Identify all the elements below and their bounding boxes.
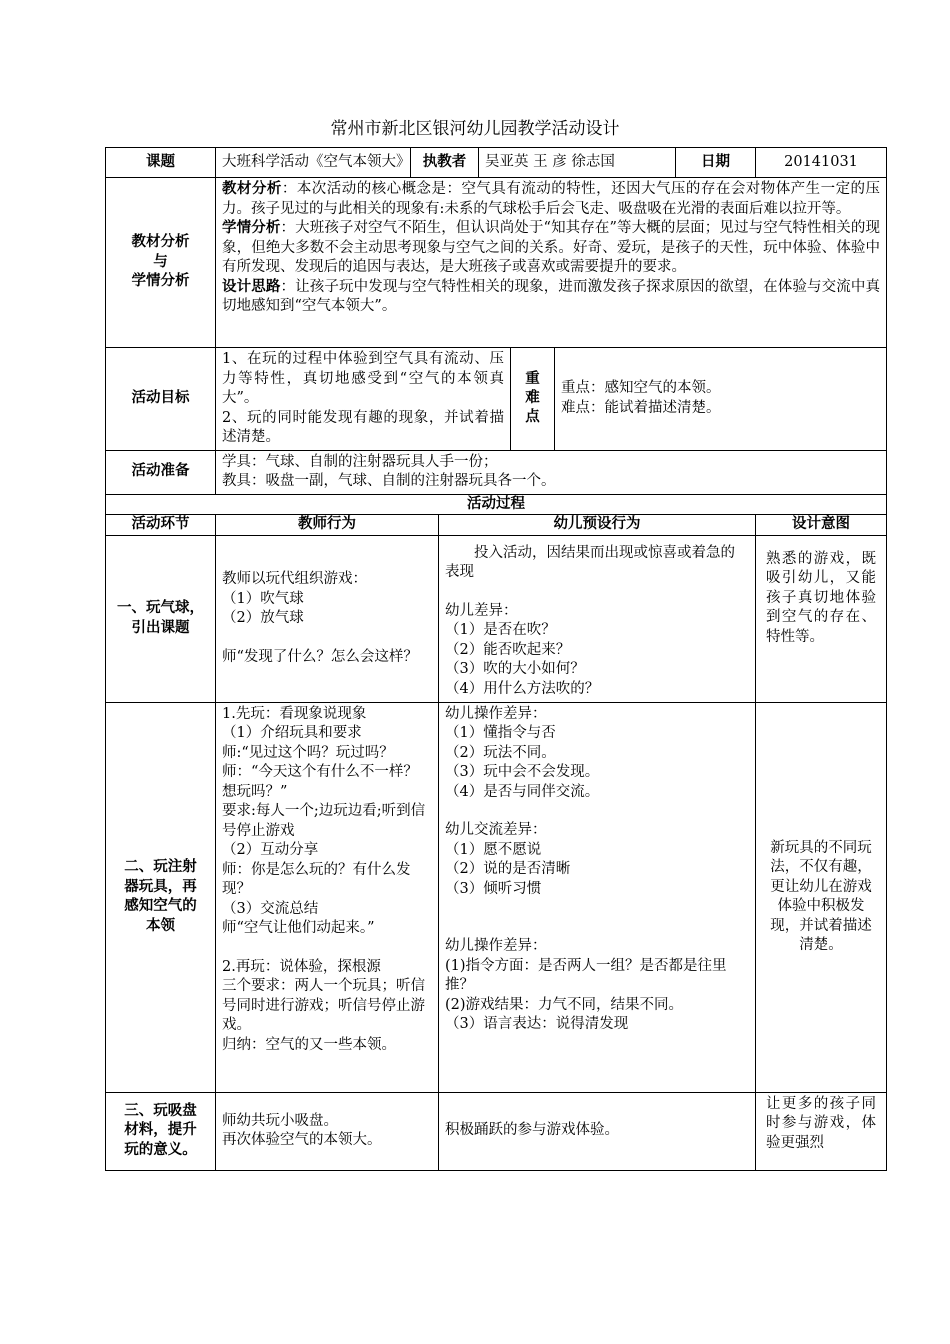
stage-1-teacher bbox=[216, 535, 439, 702]
stage-3-child-line: 积极踊跃的参与游戏体验。 bbox=[445, 1122, 619, 1139]
goal-2: 2、玩的同时能发现有趣的现象，并试着描述清楚。 bbox=[222, 409, 504, 445]
key-label-2: 难 bbox=[525, 390, 540, 407]
date-value: 20141031 bbox=[756, 148, 887, 178]
analysis-content bbox=[216, 178, 887, 348]
stage-1-child-line: （1）是否在吹？ bbox=[445, 622, 556, 638]
process-title: 活动过程 bbox=[106, 494, 887, 515]
stage-1-teacher-line: （1）吹气球 bbox=[222, 590, 304, 607]
stage-1-child bbox=[439, 535, 756, 702]
key-difficult-label bbox=[511, 348, 555, 451]
stage-3-name-line2: 材料，提升 bbox=[124, 1122, 197, 1139]
stage-3-name bbox=[106, 1092, 216, 1170]
stage-3-intent: 让更多的孩子同时参与游戏，体验更强烈 bbox=[756, 1092, 887, 1170]
stage-2-child-line: （3）语言表达：说得清发现 bbox=[445, 1016, 629, 1032]
stage-2-child-line: （4）是否与同伴交流。 bbox=[445, 783, 600, 800]
analysis-label-line3: 学情分析 bbox=[131, 273, 190, 290]
stage-1-row bbox=[106, 535, 887, 702]
stage-1-child-spacer bbox=[445, 583, 749, 602]
prep-line-1: 学具：气球、自制的注射器玩具人手一份； bbox=[222, 453, 498, 470]
stage-2-child-line: （2）说的是否清晰 bbox=[445, 861, 571, 877]
stage-2-child-line: （3）倾听习惯 bbox=[445, 880, 542, 897]
stage-2-teacher-line: 归纳：空气的又一些本领。 bbox=[222, 1036, 396, 1053]
learner-analysis-title: 学情分析 bbox=[222, 220, 281, 236]
date-label: 日期 bbox=[676, 148, 756, 178]
analysis-label-line1: 教材分析 bbox=[131, 234, 190, 251]
stage-2-teacher-line: 要求:每人一个;边玩边看;听到信号停止游戏 bbox=[222, 803, 426, 839]
col-teacher: 教师行为 bbox=[216, 515, 439, 536]
stage-1-child-line: （4）用什么方法吹的？ bbox=[445, 680, 600, 697]
stage-3-name-line1: 三、玩吸盘 bbox=[124, 1102, 197, 1119]
stage-1-name-line2: 引出课题 bbox=[131, 619, 190, 636]
stage-2-teacher-line: （1）介绍玩具和要求 bbox=[222, 725, 362, 741]
stage-2-teacher-line bbox=[222, 939, 432, 958]
lesson-plan-table bbox=[105, 147, 887, 1171]
document-title: 常州市新北区银河幼儿园教学活动设计 bbox=[330, 119, 620, 139]
key-difficult-content bbox=[555, 348, 887, 451]
stage-2-teacher-line: 三个要求：两人一个玩具；听信号同时进行游戏；听信号停止游戏。 bbox=[222, 978, 425, 1033]
stage-2-child-line: （2）玩法不同。 bbox=[445, 744, 556, 761]
stage-1-teacher-line: 师“发现了什么？怎么会这样？ bbox=[222, 648, 418, 665]
stage-1-name-line1: 一、玩气球， bbox=[117, 600, 204, 616]
stage-2-name-line1: 二、玩注射 bbox=[124, 859, 197, 875]
stage-1-child-intro: 投入活动，因结果而出现或惊喜或着急的表现 bbox=[445, 544, 735, 580]
learner-analysis bbox=[222, 219, 880, 278]
material-analysis-text: ：本次活动的核心概念是：空气具有流动的特性，还因大气压的存在会对物体产生一定的压力。孩子见过的与此相关的现象有:未系的气球松手后会飞走、吸盘吸在光滑的表面后难以拉开等。 bbox=[222, 181, 881, 217]
key-label-3: 点 bbox=[525, 409, 540, 426]
stage-1-teacher-line bbox=[222, 629, 432, 648]
stage-2-child bbox=[439, 702, 756, 1092]
stage-3-teacher-line: 再次体验空气的本领大。 bbox=[222, 1132, 382, 1148]
col-child: 幼儿预设行为 bbox=[439, 515, 756, 536]
topic-label: 课题 bbox=[106, 148, 216, 178]
analysis-label bbox=[106, 178, 216, 348]
design-idea-text: ：让孩子玩中发现与空气特性相关的现象，进而激发孩子探求原因的欲望，在体验与交流中真切地感知到“空气本领大”。 bbox=[222, 278, 880, 314]
stage-3-teacher-line: 师幼共玩小吸盘。 bbox=[222, 1112, 338, 1129]
prep-label: 活动准备 bbox=[106, 450, 216, 494]
stage-2-teacher-line: 1.先玩：看现象说现象 bbox=[222, 705, 367, 722]
stage-2-child-line: （1）愿不愿说 bbox=[445, 841, 542, 858]
goals-content bbox=[216, 348, 511, 451]
stage-2-teacher bbox=[216, 702, 439, 1092]
stage-1-name bbox=[106, 535, 216, 702]
design-idea-title: 设计思路 bbox=[222, 278, 281, 295]
prep-line-2: 教具：吸盘一副，气球、自制的注射器玩具各一个。 bbox=[222, 473, 556, 489]
prep-content bbox=[216, 450, 887, 494]
analysis-label-line2: 与 bbox=[153, 253, 168, 270]
design-idea bbox=[222, 278, 880, 317]
stage-2-teacher-line: 师:“见过这个吗？玩过吗？ bbox=[222, 744, 394, 761]
stage-1-child-line: （2）能否吹起来？ bbox=[445, 641, 571, 658]
stage-2-child-line: （3）玩中会不会发现。 bbox=[445, 764, 600, 780]
stage-2-teacher-line: 师：“今天这个有什么不一样？想玩吗？” bbox=[222, 764, 418, 800]
stage-3-child bbox=[439, 1092, 756, 1170]
header-row bbox=[106, 148, 887, 178]
stage-2-teacher-line: 2.再玩：说体验，探根源 bbox=[222, 958, 381, 975]
stage-3-row bbox=[106, 1092, 887, 1170]
material-analysis bbox=[222, 180, 880, 219]
stage-1-teacher-line: （2）放气球 bbox=[222, 610, 304, 626]
stage-2-teacher-line: 师“空气让他们动起来。” bbox=[222, 920, 375, 936]
stage-2-name bbox=[106, 702, 216, 1092]
goal-1: 1、在玩的过程中体验到空气具有流动、压力等特性，真切地感受到“空气的本领真大”。 bbox=[222, 351, 504, 406]
stage-3-name-line3: 玩的意义。 bbox=[124, 1141, 197, 1158]
stage-2-row bbox=[106, 702, 887, 1092]
stage-2-name-line2: 器玩具，再 bbox=[124, 878, 197, 895]
key-point: 重点：感知空气的本领。 bbox=[561, 380, 721, 397]
stage-2-child-line: (2)游戏结果：力气不同，结果不同。 bbox=[445, 996, 684, 1013]
stage-2-child-line bbox=[445, 899, 749, 918]
stage-2-child-line: (1)指令方面：是否两人一组？是否都是往里推？ bbox=[445, 957, 727, 993]
stage-1-child-line: 幼儿差异： bbox=[445, 602, 518, 619]
process-header-row bbox=[106, 515, 887, 536]
stage-2-teacher-line: （3）交流总结 bbox=[222, 900, 319, 917]
stage-1-teacher-line: 教师以玩代组织游戏： bbox=[222, 571, 367, 587]
stage-2-child-line: （1）懂指令与否 bbox=[445, 725, 556, 741]
stage-2-child-line bbox=[445, 802, 749, 821]
stage-1-intent: 熟悉的游戏，既吸引幼儿，又能孩子真切地体验到空气的存在、特性等。 bbox=[756, 535, 887, 702]
teacher-value: 吴亚英 王 彦 徐志国 bbox=[479, 148, 676, 178]
analysis-row bbox=[106, 178, 887, 348]
stage-2-child-line: 幼儿操作差异： bbox=[445, 705, 547, 722]
key-label-1: 重 bbox=[525, 371, 540, 388]
material-analysis-title: 教材分析 bbox=[222, 181, 282, 197]
process-title-row bbox=[106, 494, 887, 515]
stage-3-teacher bbox=[216, 1092, 439, 1170]
stage-2-name-line3: 感知空气的 bbox=[124, 898, 197, 914]
teacher-label: 执教者 bbox=[411, 148, 479, 178]
prep-row bbox=[106, 450, 887, 494]
col-intent: 设计意图 bbox=[756, 515, 887, 536]
stage-2-child-line: 幼儿交流差异： bbox=[445, 822, 547, 838]
stage-1-child-line: （3）吹的大小如何？ bbox=[445, 661, 585, 677]
stage-2-name-line4: 本领 bbox=[146, 917, 175, 934]
stage-2-intent: 新玩具的不同玩法，不仅有趣，更让幼儿在游戏体验中积极发现，并试着描述清楚。 bbox=[756, 702, 887, 1092]
goals-label: 活动目标 bbox=[106, 348, 216, 451]
topic-value: 大班科学活动《空气本领大》 bbox=[216, 148, 411, 178]
col-stage: 活动环节 bbox=[106, 515, 216, 536]
stage-2-teacher-line: 师：你是怎么玩的？有什么发现？ bbox=[222, 861, 411, 897]
goals-row bbox=[106, 348, 887, 451]
stage-2-teacher-line: （2）互动分享 bbox=[222, 842, 319, 858]
learner-analysis-text: ：大班孩子对空气不陌生，但认识尚处于“知其存在”等大概的层面；见过与空气特性相关的现象，但绝大多数不会主动思考现象与空气之间的关系。好奇、爱玩，是孩子的天性，玩中体验、体验中有所发现、发现后的追因与表达，是大班孩子或喜欢或需要提升的要求。 bbox=[222, 220, 881, 275]
stage-2-child-line bbox=[445, 918, 749, 937]
stage-2-child-line: 幼儿操作差异： bbox=[445, 938, 547, 954]
difficult-point: 难点：能试着描述清楚。 bbox=[561, 399, 721, 416]
